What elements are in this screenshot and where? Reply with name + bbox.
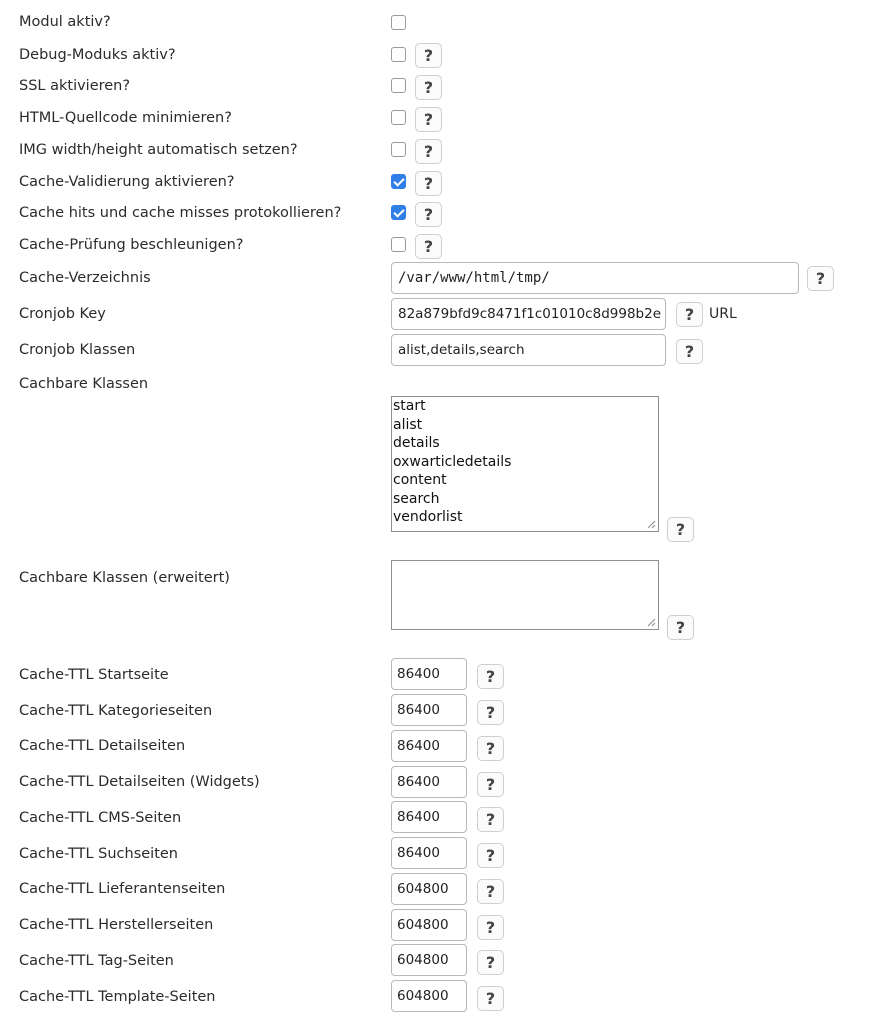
ttl-input[interactable]: 86400 [391, 801, 467, 833]
textarea-line: alist [393, 416, 423, 433]
setting-label: Cache-TTL Suchseiten [19, 846, 178, 862]
checkbox-ssl[interactable] [391, 78, 406, 93]
checkbox-cache-log[interactable] [391, 205, 406, 220]
help-button[interactable]: ? [415, 43, 442, 68]
setting-label: Cache-TTL Kategorieseiten [19, 703, 213, 719]
ttl-input[interactable]: 604800 [391, 873, 467, 905]
help-button[interactable]: ? [477, 664, 504, 689]
textarea-line: search [393, 490, 440, 507]
checkbox-img-size[interactable] [391, 142, 406, 157]
setting-label: Cachbare Klassen [19, 376, 149, 392]
help-button[interactable]: ? [477, 772, 504, 797]
textarea-line: content [393, 472, 447, 488]
resize-grip-icon[interactable] [647, 520, 656, 529]
help-button[interactable]: ? [477, 950, 504, 975]
cronjob-key-input[interactable]: 82a879bfd9c8471f1c01010c8d998b2e [391, 298, 666, 330]
ttl-input[interactable]: 604800 [391, 944, 467, 976]
ttl-input[interactable]: 86400 [391, 837, 467, 869]
ttl-input[interactable]: 86400 [391, 766, 467, 798]
checkbox-cache-speedup[interactable] [391, 237, 406, 252]
textarea-line: details [393, 435, 440, 451]
setting-label: Cronjob Key [19, 306, 106, 322]
setting-label: HTML-Quellcode minimieren? [19, 110, 232, 126]
help-button[interactable]: ? [477, 986, 504, 1011]
setting-label: Cache hits und cache misses protokollieren? [19, 205, 342, 221]
help-button[interactable]: ? [477, 915, 504, 940]
help-button[interactable]: ? [676, 302, 703, 327]
setting-label: Cronjob Klassen [19, 342, 136, 358]
help-button[interactable]: ? [807, 266, 834, 291]
help-button[interactable]: ? [415, 107, 442, 132]
cacheable-classes-ext-textarea[interactable] [391, 560, 659, 630]
setting-label: Cache-TTL Herstellerseiten [19, 917, 214, 933]
resize-grip-icon[interactable] [647, 618, 656, 627]
setting-label: Cache-TTL Lieferantenseiten [19, 881, 226, 897]
checkbox-module-active[interactable] [391, 15, 406, 30]
cache-dir-input[interactable]: /var/www/html/tmp/ [391, 262, 799, 294]
setting-label: Cache-TTL Tag-Seiten [19, 953, 174, 969]
help-button[interactable]: ? [477, 843, 504, 868]
setting-label: Cache-TTL Detailseiten (Widgets) [19, 774, 260, 790]
setting-label: Cache-TTL Template-Seiten [19, 989, 216, 1005]
ttl-input[interactable]: 86400 [391, 730, 467, 762]
help-button[interactable]: ? [667, 615, 694, 640]
cronjob-url-link[interactable]: URL [709, 306, 737, 322]
setting-label: Debug-Moduks aktiv? [19, 47, 176, 63]
help-button[interactable]: ? [477, 879, 504, 904]
setting-label: Cache-Validierung aktivieren? [19, 174, 235, 190]
setting-label: Modul aktiv? [19, 14, 111, 30]
setting-label: SSL aktivieren? [19, 78, 131, 94]
help-button[interactable]: ? [415, 234, 442, 259]
cacheable-classes-textarea[interactable] [391, 396, 659, 532]
ttl-input[interactable]: 604800 [391, 980, 467, 1012]
cronjob-classes-input[interactable]: alist,details,search [391, 334, 666, 366]
setting-label: IMG width/height automatisch setzen? [19, 142, 298, 158]
setting-label: Cache-TTL Startseite [19, 667, 169, 683]
help-button[interactable]: ? [477, 736, 504, 761]
textarea-line: vendorlist [393, 509, 463, 525]
checkbox-cache-validation[interactable] [391, 174, 406, 189]
help-button[interactable]: ? [415, 171, 442, 196]
setting-label: Cache-TTL CMS-Seiten [19, 810, 182, 826]
textarea-line: start [393, 398, 426, 414]
setting-label: Cache-Verzeichnis [19, 270, 151, 286]
help-button[interactable]: ? [676, 339, 703, 364]
checkbox-html-minify[interactable] [391, 110, 406, 125]
help-button[interactable]: ? [415, 139, 442, 164]
setting-label: Cache-TTL Detailseiten [19, 738, 186, 754]
help-button[interactable]: ? [477, 700, 504, 725]
help-button[interactable]: ? [477, 807, 504, 832]
setting-label: Cache-Prüfung beschleunigen? [19, 237, 244, 253]
help-button[interactable]: ? [415, 75, 442, 100]
ttl-input[interactable]: 86400 [391, 658, 467, 690]
help-button[interactable]: ? [415, 202, 442, 227]
ttl-input[interactable]: 86400 [391, 694, 467, 726]
checkbox-debug-active[interactable] [391, 47, 406, 62]
setting-label: Cachbare Klassen (erweitert) [19, 570, 230, 586]
help-button[interactable]: ? [667, 517, 694, 542]
ttl-input[interactable]: 604800 [391, 909, 467, 941]
textarea-line: oxwarticledetails [393, 453, 512, 470]
